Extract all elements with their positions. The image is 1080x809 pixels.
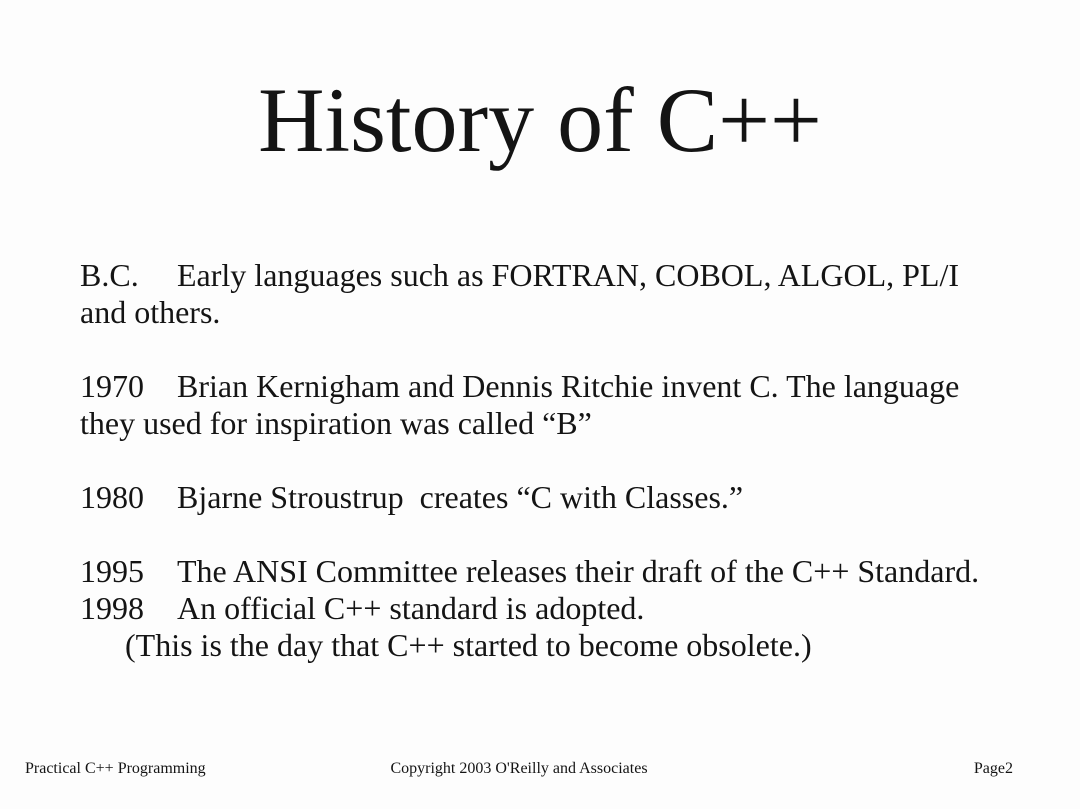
entry-year: 1998 — [80, 590, 144, 626]
entry-text: An official C++ standard is adopted. — [177, 590, 645, 626]
entry-year: 1970 — [80, 368, 144, 404]
entry-year: 1980 — [80, 479, 144, 515]
entry-text: Bjarne Stroustrup creates “C with Classes.” — [177, 479, 744, 515]
entry-note: (This is the day that C++ started to become obsolete.) — [125, 627, 812, 663]
timeline-entry-1980 — [80, 479, 1000, 516]
slide-title: History of C++ — [258, 69, 822, 171]
entry-text: The ANSI Committee releases their draft of the C++ Standard. — [177, 553, 980, 589]
footer-book-title: Practical C++ Programming — [25, 760, 206, 777]
timeline-entry-1995 — [80, 553, 1000, 590]
timeline-entry-1998 — [80, 590, 1000, 627]
entry-year: 1995 — [80, 553, 144, 589]
footer-page-number: Page2 — [973, 760, 1013, 777]
timeline-entry-bc — [80, 257, 1000, 331]
footer-copyright: Copyright 2003 O'Reilly and Associates — [390, 760, 648, 777]
timeline — [80, 257, 1000, 664]
entry-text: Brian Kernigham and Dennis Ritchie invent C. The language they used for inspiration was called “B” — [80, 368, 968, 441]
footer — [25, 760, 1013, 778]
timeline-entry-1970 — [80, 368, 1000, 442]
entry-text: Early languages such as FORTRAN, COBOL, ALGOL, PL/I and others. — [80, 257, 967, 330]
entry-year: B.C. — [80, 257, 139, 293]
